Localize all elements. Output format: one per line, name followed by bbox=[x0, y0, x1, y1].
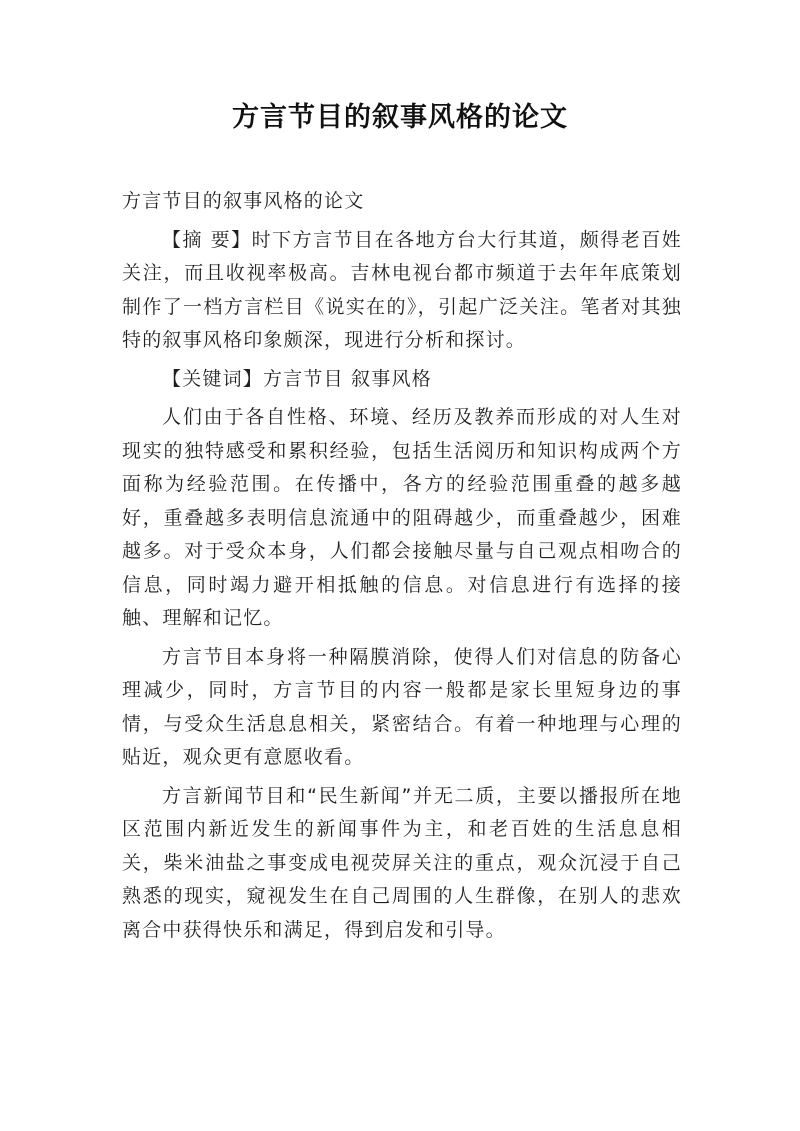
abstract-text: 时下方言节目在各地方台大行其道，颇得老百姓关注，而且收视率极高。吉林电视台都市频道于去年年底策划制作了一档方言栏目《说实在的》，引起广泛关注。笔者对其独特的叙事风格印象颇深，现进行分析和探讨。 bbox=[122, 228, 682, 351]
body-paragraph-3: 方言新闻节目和“民生新闻”并无二质，主要以播报所在地区范围内新近发生的新闻事件为主，和老百姓的生活息息相关，柴米油盐之事变成电视荧屏关注的重点，观众沉浸于自己熟悉的现实，窥视发生在自己周围的人生群像，在别人的悲欢离合中获得快乐和满足，得到启发和引导。 bbox=[122, 784, 682, 941]
keywords-label: 【关键词】 bbox=[162, 367, 264, 390]
body-paragraph-1: 人们由于各自性格、环境、经历及教养而形成的对人生对现实的独特感受和累积经验，包括生活阅历和知识构成两个方面称为经验范围。在传播中，各方的经验范围重叠的越多越好，重叠越多表明信息流通中的阻碍越少，而重叠越少，困难越多。对于受众本身，人们都会接触尽量与自己观点相吻合的信息，同时竭力避开相抵触的信息。对信息进行有选择的接触、理解和记忆。 bbox=[122, 406, 682, 629]
document-title: 方言节目的叙事风格的论文 bbox=[232, 102, 568, 133]
keywords-text: 方言节目 叙事风格 bbox=[263, 367, 432, 390]
keywords-paragraph bbox=[122, 363, 682, 397]
abstract-label: 【摘 要】 bbox=[162, 228, 252, 251]
document-subtitle: 方言节目的叙事风格的论文 bbox=[122, 190, 365, 212]
document-body bbox=[122, 185, 682, 952]
abstract-paragraph bbox=[122, 224, 682, 358]
body-paragraph-2: 方言节目本身将一种隔膜消除，使得人们对信息的防备心理减少，同时，方言节目的内容一般都是家长里短身边的事情，与受众生活息息相关，紧密结合。有着一种地理与心理的贴近，观众更有意愿收看。 bbox=[122, 645, 682, 768]
